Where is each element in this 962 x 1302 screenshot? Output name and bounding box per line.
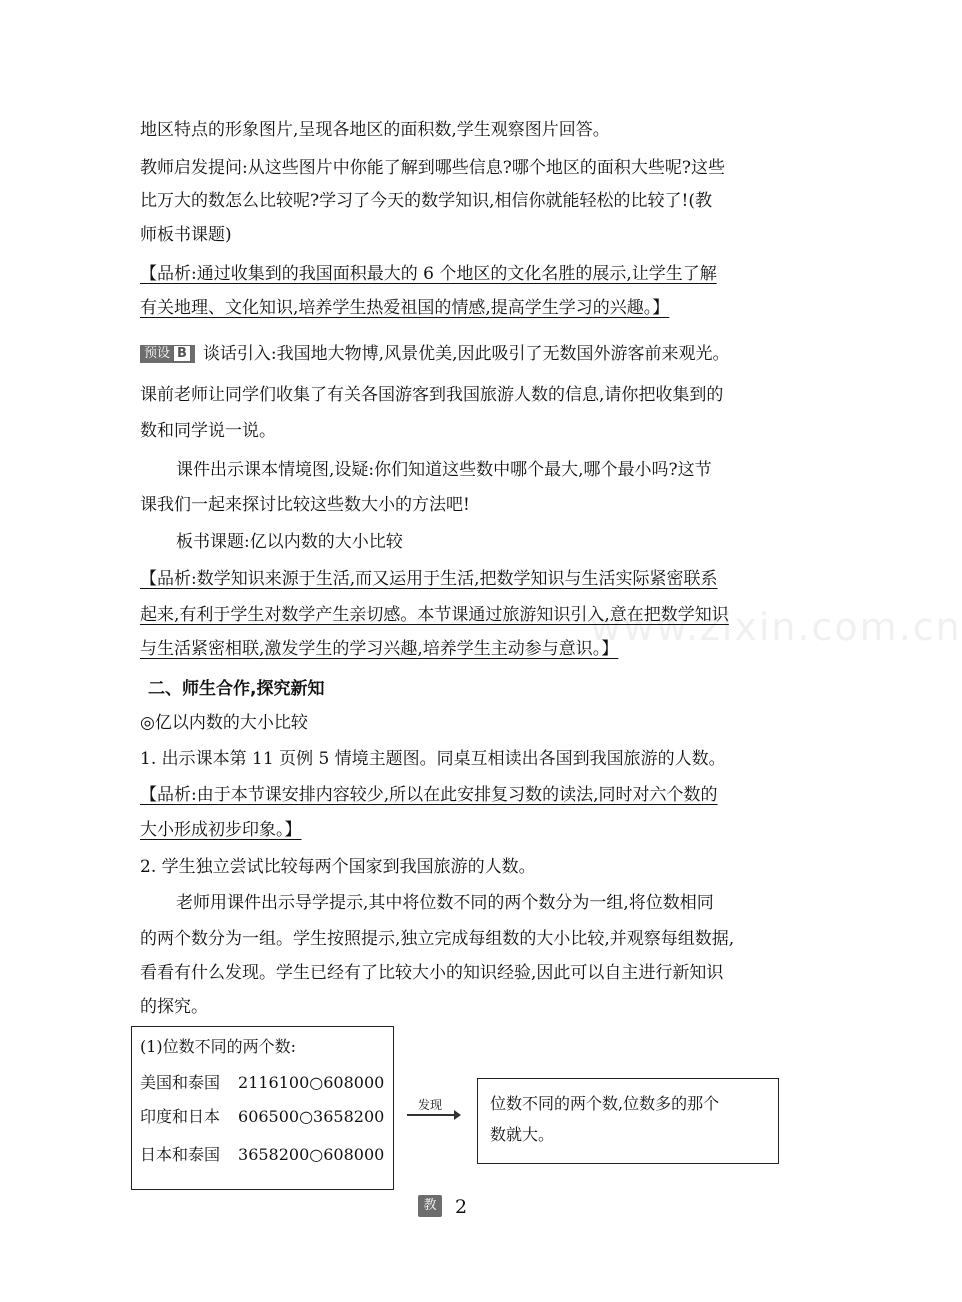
- paragraph-line: 的两个数分为一组。学生按照提示,独立完成每组数的大小比较,并观察每组数据,: [140, 929, 735, 949]
- analysis-note: 有关地理、文化知识,培养学生热爱祖国的情感,提高学生学习的兴趣。】: [140, 298, 670, 318]
- result-box: [477, 1078, 779, 1164]
- paragraph-line: 2. 学生独立尝试比较每两个国家到我国旅游的人数。: [140, 857, 536, 877]
- paragraph-line: 的探究。: [140, 997, 208, 1017]
- analysis-note: 【品析:通过收集到的我国面积最大的 6 个地区的文化名胜的展示,让学生了解: [140, 264, 717, 284]
- paragraph-line: 课我们一起来探讨比较这些数大小的方法吧!: [140, 495, 470, 515]
- paragraph-line: 教师启发提问:从这些图片中你能了解到哪些信息?哪个地区的面积大些呢?这些: [140, 158, 725, 178]
- paragraph-line: 师板书课题): [140, 225, 232, 245]
- paragraph-line: 比万大的数怎么比较呢?学习了今天的数学知识,相信你就能轻松的比较了!(教: [140, 191, 712, 211]
- subsection-heading: ◎亿以内数的大小比较: [140, 713, 308, 733]
- comparison-box: [131, 1026, 394, 1190]
- analysis-note: 【品析:数学知识来源于生活,而又运用于生活,把数学知识与生活实际紧密联系: [140, 569, 718, 589]
- result-line: 位数不同的两个数,位数多的那个: [490, 1094, 720, 1113]
- paragraph-line: 课前老师让同学们收集了有关各国游客到我国旅游人数的信息,请你把收集到的: [140, 385, 724, 405]
- analysis-note: 与生活紧密相联,激发学生的学习兴趣,培养学生主动参与意识。】: [140, 639, 619, 659]
- comparison-title: (1)位数不同的两个数:: [140, 1037, 297, 1056]
- preset-b-line: 预设 B 谈话引入:我国地大物博,风景优美,因此吸引了无数国外游客前来观光。: [140, 342, 729, 366]
- analysis-note: 起来,有利于学生对数学产生亲切感。本节课通过旅游知识引入,意在把数学知识: [140, 605, 729, 625]
- comparison-row: 日本和泰国 3658200○608000: [140, 1145, 385, 1164]
- paragraph-line: 1. 出示课本第 11 页例 5 情境主题图。同桌互相读出各国到我国旅游的人数。: [140, 749, 726, 769]
- paragraph-line: 老师用课件出示导学提示,其中将位数不同的两个数分为一组,将位数相同: [176, 893, 714, 913]
- arrow-label: 发现: [418, 1098, 443, 1112]
- analysis-note: 【品析:由于本节课安排内容较少,所以在此安排复习数的读法,同时对六个数的: [140, 785, 718, 805]
- paragraph-line: 看看有什么发现。学生已经有了比较大小的知识经验,因此可以自主进行新知识: [140, 963, 724, 983]
- teacher-badge-icon: 教: [418, 1195, 442, 1217]
- paragraph-line: 课件出示课本情境图,设疑:你们知道这些数中哪个最大,哪个最小吗?这节: [176, 460, 712, 480]
- paragraph-line: 数和同学说一说。: [140, 421, 276, 441]
- result-line: 数就大。: [490, 1125, 555, 1144]
- board-title: 板书课题:亿以内数的大小比较: [176, 532, 403, 552]
- comparison-row: 印度和日本 606500○3658200: [140, 1107, 385, 1126]
- analysis-note: 大小形成初步印象。】: [140, 820, 302, 840]
- comparison-row: 美国和泰国 2116100○608000: [140, 1073, 385, 1092]
- paragraph-line: 地区特点的形象图片,呈现各地区的面积数,学生观察图片回答。: [140, 120, 610, 140]
- preset-tag: 预设 B: [140, 345, 195, 363]
- right-arrow-icon: [407, 1114, 459, 1116]
- section-heading: 二、师生合作,探究新知: [148, 679, 325, 699]
- page-number: 2: [455, 1196, 468, 1218]
- watermark: www.zixin.com.cn: [590, 605, 962, 649]
